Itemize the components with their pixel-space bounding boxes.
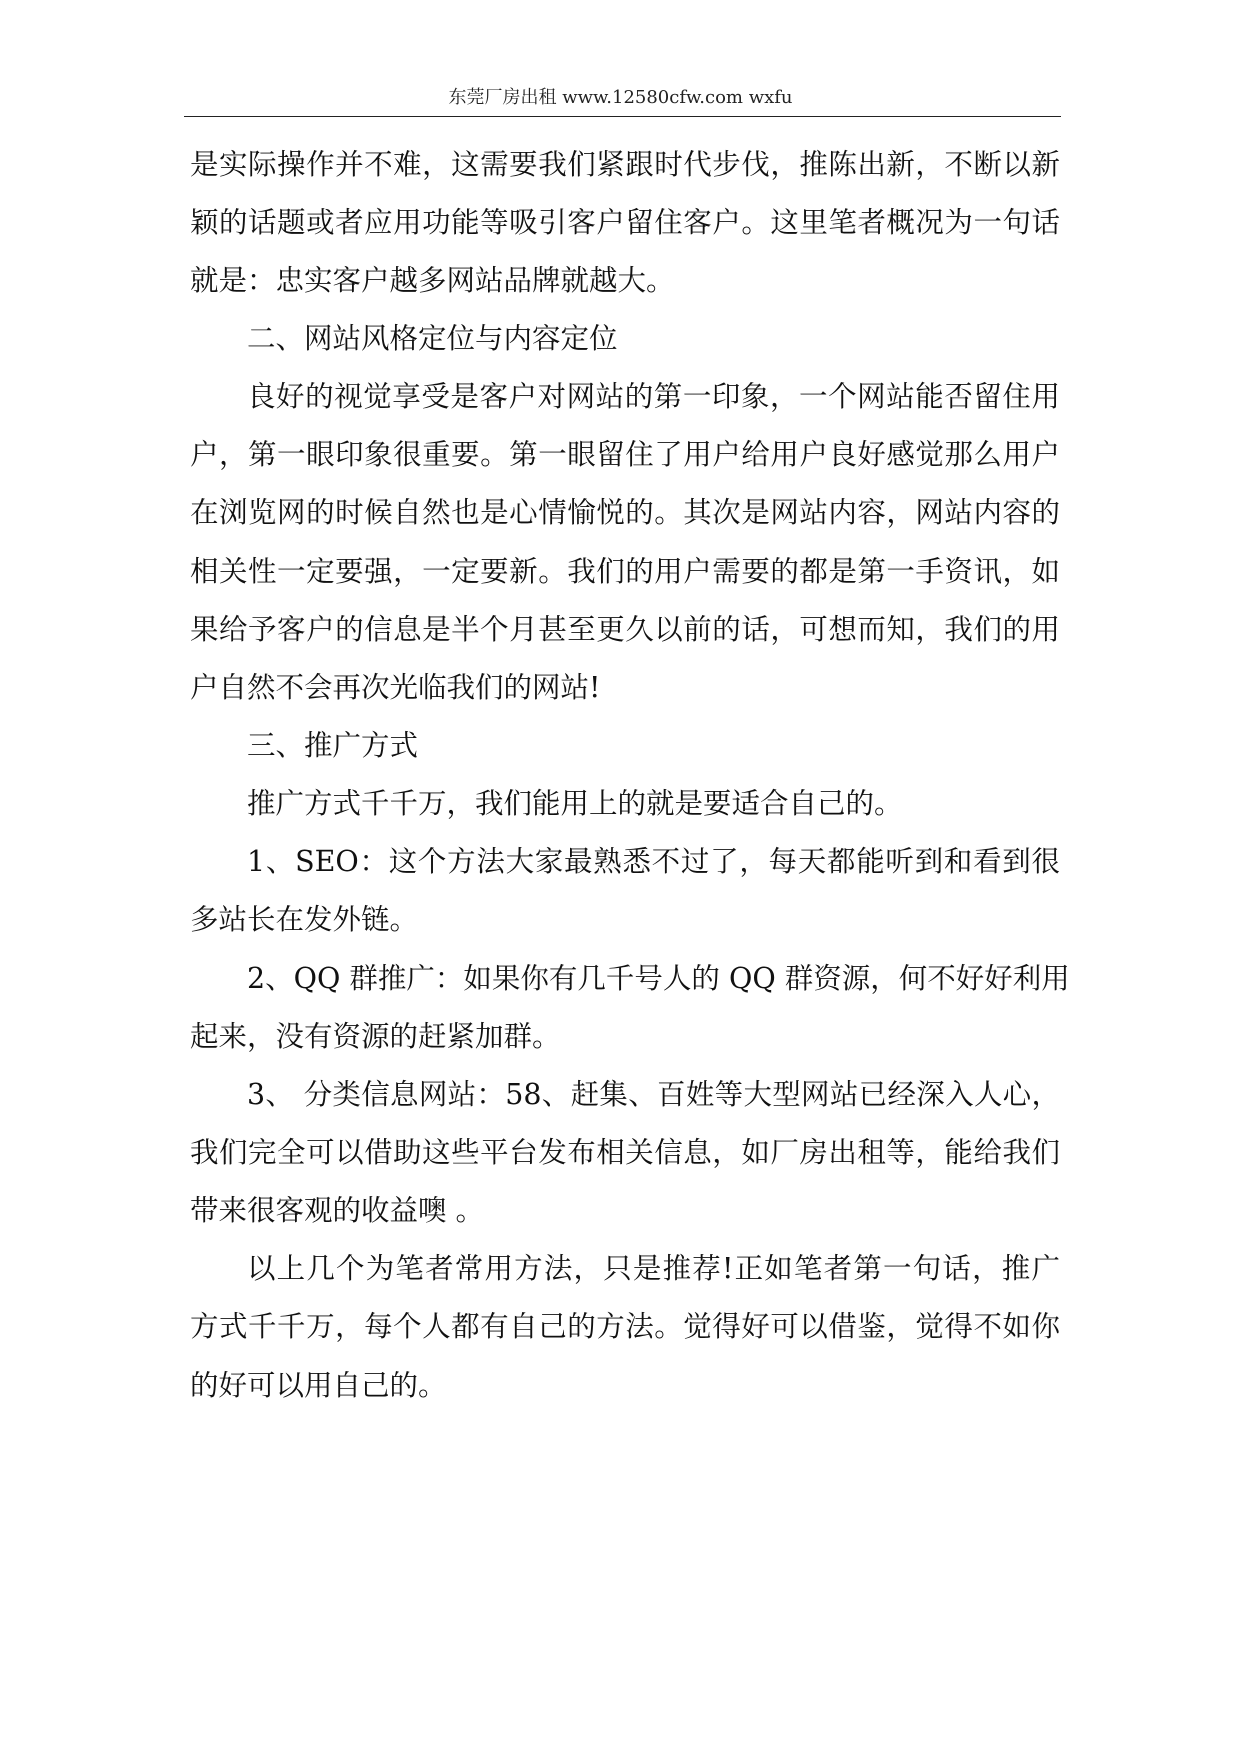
body-line: 多站长在发外链。	[190, 903, 419, 936]
list-item: 1、SEO：这个方法大家最熟悉不过了，每天都能听到和看到很	[247, 845, 1060, 878]
body-line: 颖的话题或者应用功能等吸引客户留住客户。这里笔者概况为一句话	[190, 206, 1060, 239]
body-line: 户，第一眼印象很重要。第一眼留住了用户给用户良好感觉那么用户	[190, 438, 1060, 471]
list-item: 3、 分类信息网站：58、赶集、百姓等大型网站已经深入人心，	[247, 1078, 1060, 1111]
body-line: 在浏览网的时候自然也是心情愉悦的。其次是网站内容，网站内容的	[190, 496, 1060, 529]
body-line: 带来很客观的收益噢 。	[190, 1194, 485, 1227]
section-heading: 二、网站风格定位与内容定位	[247, 322, 618, 355]
list-item: 2、QQ 群推广：如果你有几千号人的 QQ 群资源，何不好好利用	[247, 962, 1070, 995]
header-rule	[184, 116, 1061, 117]
body-line: 的好可以用自己的。	[190, 1369, 447, 1402]
body-line: 方式千千万，每个人都有自己的方法。觉得好可以借鉴，觉得不如你	[190, 1310, 1060, 1343]
body-line: 起来，没有资源的赶紧加群。	[190, 1020, 561, 1053]
body-line: 果给予客户的信息是半个月甚至更久以前的话，可想而知，我们的用	[190, 613, 1060, 646]
body-line: 是实际操作并不难，这需要我们紧跟时代步伐，推陈出新，不断以新	[190, 148, 1060, 181]
body-line: 相关性一定要强，一定要新。我们的用户需要的都是第一手资讯，如	[190, 555, 1060, 588]
body-line: 我们完全可以借助这些平台发布相关信息，如厂房出租等，能给我们	[190, 1136, 1060, 1169]
body-line: 推广方式千千万，我们能用上的就是要适合自己的。	[247, 787, 903, 820]
body-line: 良好的视觉享受是客户对网站的第一印象，一个网站能否留住用	[247, 380, 1060, 413]
body-line: 就是：忠实客户越多网站品牌就越大。	[190, 264, 675, 297]
body-line: 户自然不会再次光临我们的网站!	[190, 671, 601, 704]
page-header: 东莞厂房出租 www.12580cfw.com wxfu	[448, 87, 793, 108]
body-line: 以上几个为笔者常用方法，只是推荐!正如笔者第一句话，推广	[247, 1252, 1060, 1285]
section-heading: 三、推广方式	[247, 729, 419, 762]
